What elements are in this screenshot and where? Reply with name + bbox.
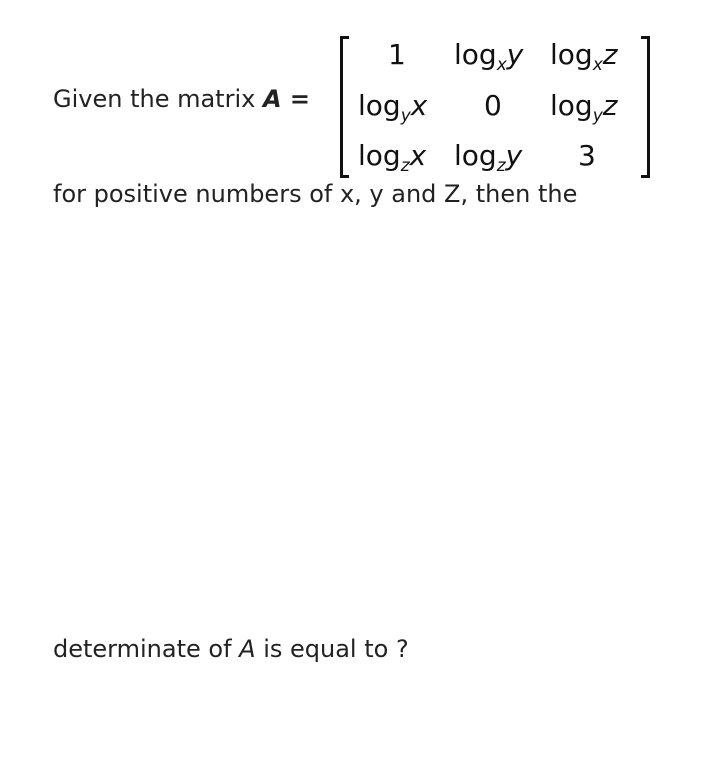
matrix-cell-r3c2 — [454, 139, 523, 176]
log-label: log — [358, 89, 401, 122]
log-base: z — [496, 156, 506, 176]
matrix-cell-r3c1 — [358, 139, 427, 176]
question-continuation: for positive numbers of x, y and Z, then the — [53, 180, 578, 208]
log-label: log — [454, 139, 497, 172]
matrix-cell-r2c1 — [358, 89, 428, 126]
question-ending — [53, 632, 409, 666]
log-base: y — [592, 106, 603, 126]
log-argument: y — [506, 38, 524, 71]
matrix-variable: A — [262, 85, 282, 113]
ending-text-after: is equal to ? — [255, 635, 409, 663]
log-label: log — [550, 38, 593, 71]
matrix-variable: A — [239, 635, 256, 663]
log-label: log — [550, 89, 593, 122]
log-argument: x — [409, 139, 427, 172]
log-base: y — [400, 106, 411, 126]
matrix-cell-r2c2: 0 — [484, 89, 502, 122]
question-intro — [53, 84, 310, 114]
matrix-cell-r1c2 — [454, 38, 524, 75]
intro-text: Given the matrix — [53, 85, 263, 113]
log-argument: y — [505, 139, 523, 172]
right-bracket — [641, 36, 650, 178]
ending-text-before: determinate of — [53, 635, 240, 663]
matrix-cell-r2c3 — [550, 89, 618, 126]
matrix-cell-r1c1: 1 — [388, 38, 406, 71]
log-argument: x — [410, 89, 428, 122]
left-bracket — [340, 36, 349, 178]
matrix-a — [340, 36, 650, 178]
log-base: z — [400, 156, 410, 176]
matrix-cell-r3c3: 3 — [578, 139, 596, 172]
equals-sign: = — [281, 85, 310, 113]
log-label: log — [454, 38, 497, 71]
log-base: x — [592, 55, 603, 75]
log-argument: z — [602, 89, 618, 122]
matrix-cell-r1c3 — [550, 38, 618, 75]
log-label: log — [358, 139, 401, 172]
log-argument: z — [602, 38, 618, 71]
log-base: x — [496, 55, 507, 75]
